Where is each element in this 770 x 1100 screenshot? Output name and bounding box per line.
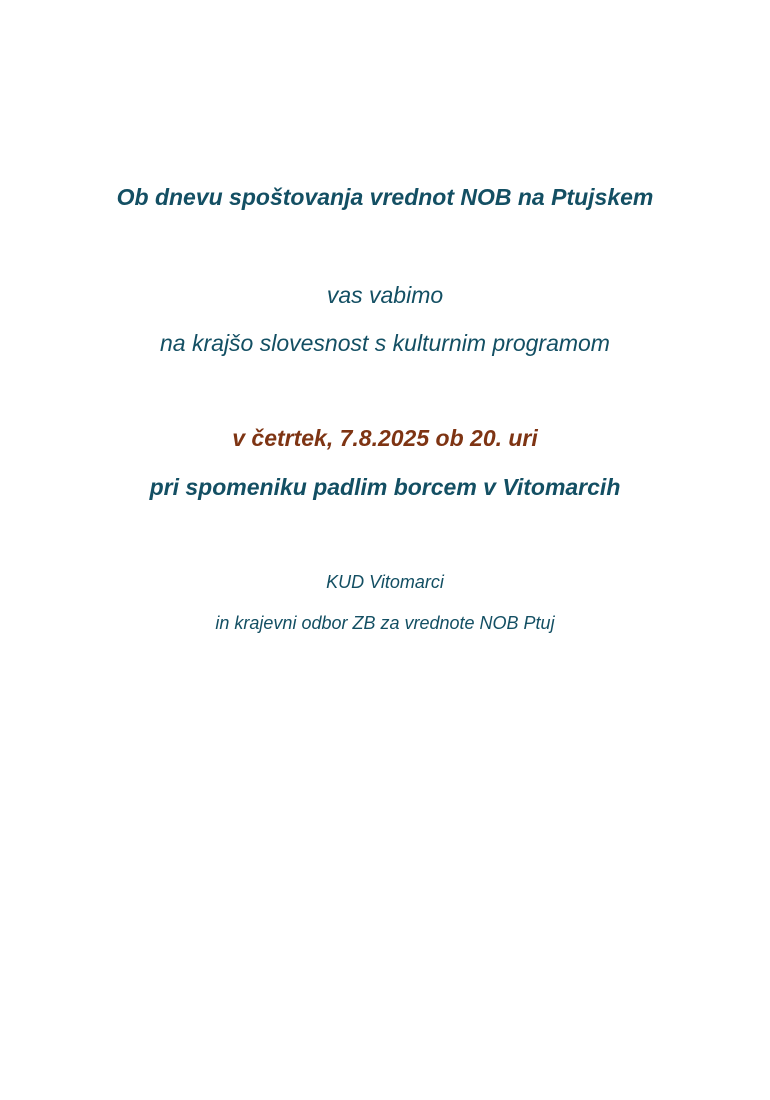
event-heading: Ob dnevu spoštovanja vrednot NOB na Ptujskem bbox=[116, 184, 654, 210]
organizer-line-1: KUD Vitomarci bbox=[326, 572, 444, 592]
event-place: pri spomeniku padlim borcem v Vitomarcih bbox=[149, 474, 621, 500]
organizer-line-2: in krajevni odbor ZB za vrednote NOB Ptuj bbox=[215, 613, 555, 633]
invite-line-2: na krajšo slovesnost s kulturnim programom bbox=[160, 330, 610, 356]
event-datetime: v četrtek, 7.8.2025 ob 20. uri bbox=[232, 425, 538, 451]
invite-line-1: vas vabimo bbox=[326, 282, 444, 308]
